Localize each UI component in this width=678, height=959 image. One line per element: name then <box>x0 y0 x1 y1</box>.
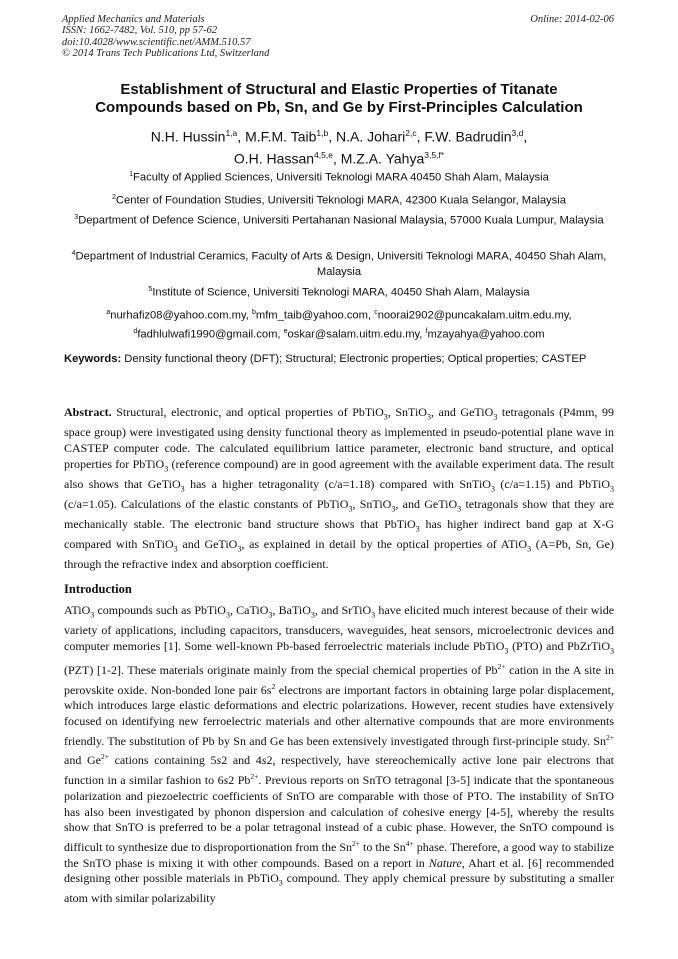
abstract-text: , SnTiO <box>352 496 392 511</box>
body-text-italic: s <box>216 753 222 768</box>
body-text: compounds such as PbTiO <box>94 603 226 617</box>
subscript: 3 <box>457 504 462 514</box>
body-text-italic: s <box>223 773 229 788</box>
email-sup-c: c <box>374 309 378 316</box>
abstract-text: has a higher tetragonality (c/a=1.18) compared with SnTiO <box>184 476 491 491</box>
abstract-text: , and GeTiO <box>430 405 494 419</box>
subscript: 3 <box>383 412 388 422</box>
subscript: 3 <box>173 544 178 554</box>
section-heading-introduction: Introduction <box>64 582 132 596</box>
abstract-text: and GeTiO <box>177 536 238 551</box>
email-d[interactable]: fadhlulwafi1990@gmail.com, <box>137 328 281 341</box>
body-text: cation in the A site in perovskite oxide. Non-bonded lone pair 6s <box>64 662 614 697</box>
body-text: phase. Therefore, a good way to stabilize the SnTO phase is mixing it with other compounds. Based on a report in <box>64 839 614 870</box>
author-affil-sup: 2,c <box>405 128 417 138</box>
affiliation-text: Department of Industrial Ceramics, Faculty of Arts & Design, Universiti Teknologi MARA, 40450 Shah Alam, Malaysia <box>75 250 607 278</box>
subscript: 3 <box>493 412 498 422</box>
body-text: 2 Pb <box>228 773 251 788</box>
subscript: 3 <box>426 412 431 422</box>
abstract-text: tetragonals (P4mm, 99 space group) were investigated using density functional theory as implemented in pseudo-potential plane wave in CASTEP computer code. The calculated equilibrium lattice parameter, electronic band structure, and optical properties for PbTiO <box>64 405 614 471</box>
superscript: 2+ <box>497 661 506 671</box>
email-sup-f: f <box>425 327 428 335</box>
email-line-2 <box>55 324 623 343</box>
online-date: Online: 2014-02-06 <box>530 14 614 25</box>
subscript: 3 <box>278 878 283 888</box>
affiliation-4 <box>55 246 623 280</box>
email-line-1 <box>55 305 623 324</box>
body-text: have elicited much interest because of their wide variety of applications, including capacitors, transducers, waveguides, heat sensors, microelectronic devices and computer memories [1]. Some well-known Pb-based ferroelectric materials include PbTiO <box>64 603 615 653</box>
author-affil-sup: 1,a <box>225 128 238 138</box>
title-line-1: Establishment of Structural and Elastic Properties of Titanate <box>120 81 558 98</box>
body-text: , BaTiO <box>272 603 311 617</box>
subscript: 3 <box>268 610 273 620</box>
abstract-text: (c/a=1.15) and PbTiO <box>494 476 611 491</box>
email-sup-d: d <box>133 327 138 335</box>
affiliation-text: Institute of Science, Universiti Teknologi MARA, 40450 Shah Alam, Malaysia <box>152 286 530 299</box>
author-name: F.W. Badrudin <box>424 128 512 145</box>
subscript: 3 <box>504 646 509 656</box>
abstract-text: , as explained in detail by the optical properties of ATiO <box>241 536 528 551</box>
author-affil-sup: 4,5,e <box>314 149 333 160</box>
author-name: M.F.M. Taib <box>245 128 317 145</box>
author-name: N.A. Johari <box>335 128 406 145</box>
body-text: compound. They apply chemical pressure by substituting a smaller atom with similar polarizability <box>64 871 614 906</box>
subscript: 3 <box>415 524 420 534</box>
affiliation-sup: 2 <box>112 194 116 201</box>
body-text: . Previous reports on SnTO tetragonal [3-5] indicate that the spontaneous polarization and piezoelectric coefficients of SnTO are comparable with those of PTO. The instability of SnTO has also been investigated by phonon dispersion and calculation of cohesive energy [4-5], whereby the results show that SnTO is preferred to be a polar tetragonal instead of a cubic phase. However, the SnTO compound is difficult to synthesize due to disproportionation from the Sn <box>64 773 614 854</box>
email-sup-b: b <box>251 309 256 316</box>
title-line-2: Compounds based on Pb, Sn, and Ge by First-Principles Calculation <box>95 99 583 116</box>
abstract-text: , SnTiO <box>387 405 427 419</box>
body-text: to the Sn <box>359 839 406 854</box>
author-sep: , <box>237 128 246 145</box>
affiliation-text: Center of Foundation Studies, Universiti Teknologi MARA, 42300 Kuala Selangor, Malaysia <box>115 194 566 207</box>
affiliation-1 <box>55 167 623 186</box>
body-text: (PTO) and PbZrTiO <box>508 638 611 653</box>
body-text: and Ge <box>64 753 101 768</box>
body-text: (PZT) [1-2]. These materials originate mainly from the special chemical properties of Pb <box>64 662 498 677</box>
subscript: 3 <box>391 504 396 514</box>
email-sup-a: a <box>106 309 111 316</box>
body-text-italic: Nature <box>428 855 462 870</box>
abstract <box>64 405 614 573</box>
subscript: 3 <box>490 483 495 493</box>
abstract-text: has higher indirect band gap at X-G compared with SnTiO <box>64 516 614 551</box>
body-text: electrons are important factors in obtaining large polar displacement, which introduces large elastic deformations and electric polarizations. However, recent studies have extensively focused on identifying new ferroelectric materials and other alternative compounds that are more environments friendly. The substitution of Pb by Sn and Ge has been extensively investigated through first-principle study. Sn <box>64 682 614 748</box>
email-c[interactable]: noorai2902@puncakalam.uitm.edu.my, <box>377 309 572 322</box>
superscript: 2+ <box>100 752 109 762</box>
superscript: 4+ <box>405 838 414 848</box>
email-e[interactable]: oskar@salam.uitm.edu.my, <box>287 328 423 341</box>
body-text: ATiO <box>64 603 91 617</box>
issn-line: ISSN: 1662-7482, Vol. 510, pp 57-62 <box>62 25 218 37</box>
superscript: 2+ <box>250 772 259 782</box>
author-line-2 <box>50 146 628 168</box>
email-f[interactable]: mzayahya@yahoo.com <box>427 328 545 341</box>
author-affil-sup: 3,d <box>511 128 524 138</box>
subscript: 3 <box>610 483 615 493</box>
subscript: 3 <box>348 504 353 514</box>
author-sep: , <box>328 128 336 145</box>
paper-title <box>50 81 628 117</box>
author-name: N.H. Hussin <box>150 128 226 145</box>
subscript: 3 <box>237 544 242 554</box>
email-a[interactable]: nurhafiz08@yahoo.com.my, <box>110 309 249 322</box>
affiliation-text: Faculty of Applied Sciences, Universiti Teknologi MARA 40450 Shah Alam, Malaysia <box>133 171 549 184</box>
journal-header <box>62 14 269 60</box>
abstract-text: (c/a=1.05). Calculations of the elastic constants of PbTiO <box>64 496 349 511</box>
body-text: , CaTiO <box>229 603 269 617</box>
body-text: 2 and 4 <box>221 753 262 768</box>
abstract-text: , and GeTiO <box>395 496 458 511</box>
affiliation-5 <box>55 282 623 301</box>
superscript: 2+ <box>352 838 360 848</box>
subscript: 3 <box>225 610 230 620</box>
affiliation-3 <box>55 210 623 229</box>
subscript: 3 <box>610 646 615 656</box>
copyright-line: © 2014 Trans Tech Publications Ltd, Switzerland <box>62 48 270 60</box>
subscript: 3 <box>180 483 185 493</box>
body-text: , and SrTiO <box>314 603 372 617</box>
keywords-label: Keywords: <box>64 353 122 365</box>
author-sep: , <box>523 128 528 145</box>
affiliation-sup: 1 <box>129 171 134 178</box>
superscript: 2 <box>271 681 276 691</box>
email-sup-e: e <box>283 327 288 335</box>
affiliation-text: Department of Defence Science, Universiti Pertahanan Nasional Malaysia, 57000 Kuala Lumpur, Malaysia <box>78 214 604 227</box>
abstract-text: Structural, electronic, and optical properties of PbTiO <box>111 405 384 419</box>
subscript: 3 <box>164 463 169 473</box>
author-name: M.Z.A. Yahya <box>340 150 425 167</box>
affiliation-sup: 3 <box>74 214 79 221</box>
email-b[interactable]: mfm_taib@yahoo.com, <box>255 309 372 322</box>
body-text: cations containing 5 <box>108 753 217 768</box>
keywords-text: Density functional theory (DFT); Structural; Electronic properties; Optical properties; CASTEP <box>121 353 587 365</box>
subscript: 3 <box>90 610 95 620</box>
abstract-text: (reference compound) are in good agreement with the available experiment data. The result also shows that GeTiO <box>64 456 614 491</box>
abstract-label: Abstract. <box>64 405 112 419</box>
body-text-italic: s <box>261 753 267 768</box>
keywords <box>64 352 614 367</box>
affiliation-2 <box>55 190 623 209</box>
subscript: 3 <box>310 610 315 620</box>
subscript: 3 <box>527 544 532 554</box>
author-sep: , <box>416 128 425 145</box>
doi-line: doi:10.4028/www.scientific.net/AMM.510.57 <box>62 36 251 48</box>
abstract-text: (A=Pb, Sn, Ge) through the refractive index and absorption coefficient. <box>64 536 614 571</box>
author-sep: , <box>332 150 341 167</box>
superscript: 2+ <box>606 732 614 742</box>
abstract-text: tetragonals show that they are mechanically stable. The electronic band structure shows that PbTiO <box>64 496 614 531</box>
author-line-1 <box>50 124 628 146</box>
affiliation-sup: 4 <box>71 250 76 257</box>
author-affil-sup: 3,5,f* <box>424 149 445 160</box>
journal-name: Applied Mechanics and Materials <box>62 14 205 25</box>
body-text: , Ahart et al. [6] recommended designing other possible materials in PbTiO <box>64 855 614 886</box>
introduction-paragraph <box>64 603 614 907</box>
email-list <box>55 305 623 342</box>
author-list <box>50 124 628 167</box>
affiliation-sup: 5 <box>148 286 153 293</box>
subscript: 3 <box>371 610 376 620</box>
author-name: O.H. Hassan <box>233 150 315 167</box>
author-affil-sup: 1,b <box>316 128 329 138</box>
body-text: 2, respectively, have stereochemically active lone pair electrons that function in a similar fashion to 6 <box>64 753 614 788</box>
